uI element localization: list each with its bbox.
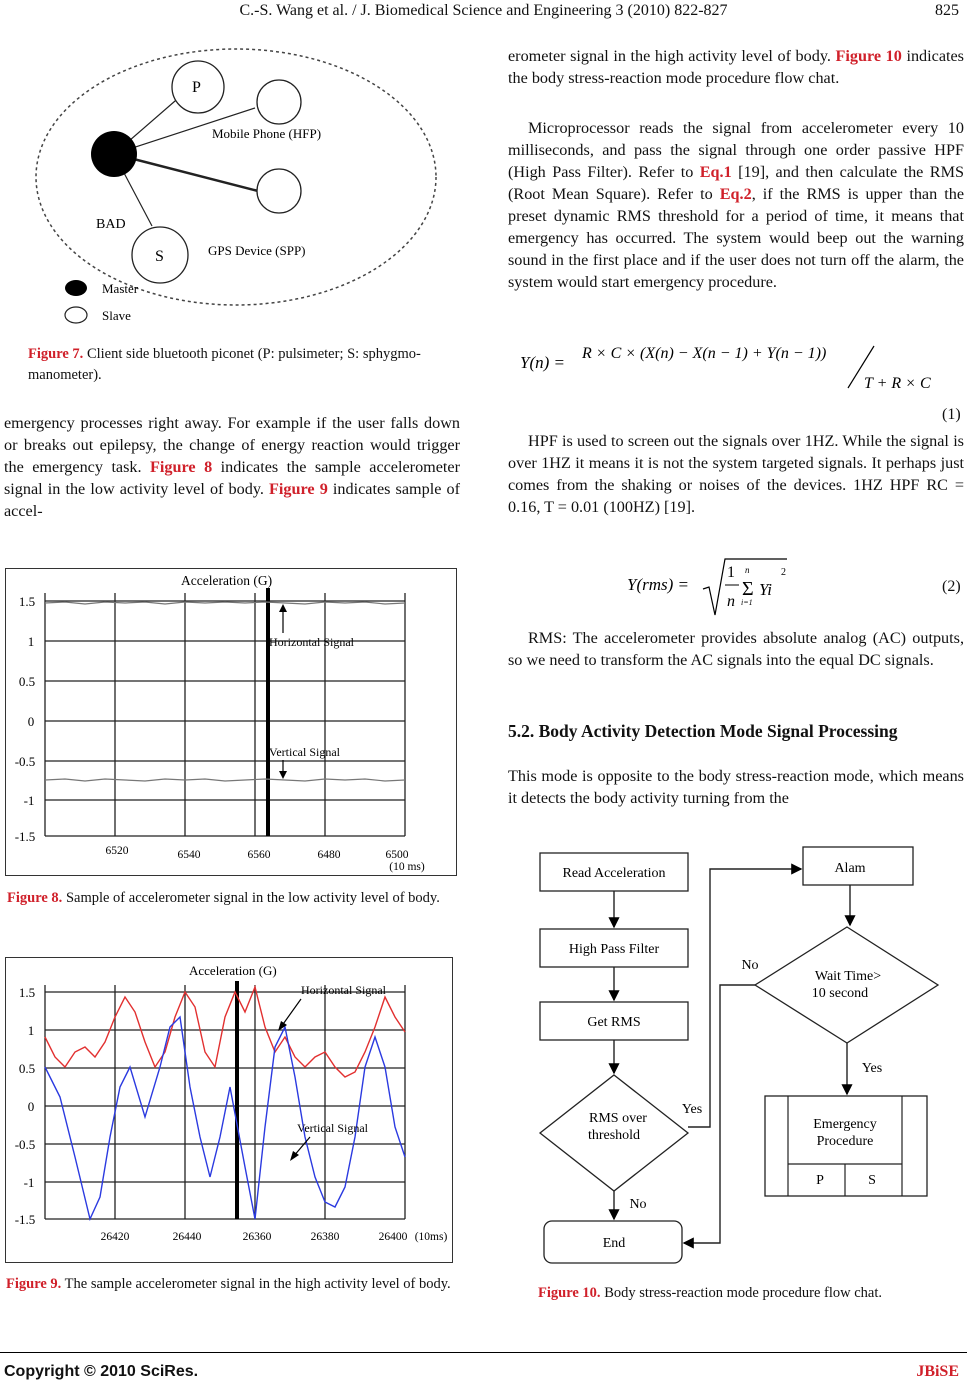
xtick: 6500	[385, 849, 409, 861]
figure-9-chart	[5, 957, 453, 1263]
svg-text:2: 2	[781, 567, 786, 578]
figure-8-chart	[5, 568, 457, 876]
right-paragraph-4: RMS: The accelerometer provides absolute analog (AC) outputs, so we need to transform the AC signals into the equal DC signals.	[508, 629, 964, 669]
ytick: -0.5	[14, 1137, 36, 1152]
horizontal-signal-label: Horizontal Signal	[269, 635, 354, 649]
journal-abbrev: JBiSE	[916, 1363, 959, 1380]
ytick: 0	[27, 1099, 35, 1114]
left-paragraph-1: emergency processes right away. For example if the user falls down or breaks out epilepsy, the change of energy reaction would trigger the emergency task. Figure 8 indicates the sample accelerometer signal in the low activity level of body. Figure 9 indicates sample of accel-	[4, 414, 461, 520]
equation-1-number: (1)	[942, 406, 961, 423]
y-axis-title: Acceleration (G)	[189, 963, 277, 978]
svg-text:Emergency: Emergency	[813, 1117, 877, 1132]
svg-text:Wait Time>: Wait Time>	[814, 969, 882, 984]
svg-text:n: n	[727, 593, 735, 610]
svg-text:Y(rms) =: Y(rms) =	[627, 575, 690, 594]
copyright: Copyright © 2010 SciRes.	[4, 1363, 199, 1380]
piconet-boundary	[36, 49, 436, 305]
figure-10-flowchart	[530, 840, 950, 1285]
equation-2	[625, 555, 825, 619]
horizontal-signal-label: Horizontal Signal	[301, 983, 386, 997]
label-bad: BAD	[96, 217, 126, 232]
legend-slave-icon	[65, 307, 87, 323]
y-axis-title: Acceleration (G)	[181, 573, 273, 588]
svg-text:Y(n) =: Y(n) =	[520, 353, 565, 372]
svg-text:S: S	[868, 1173, 876, 1188]
right-paragraph-1: erometer signal in the high activity level of body. Figure 10 indicates the body stress-reaction mode procedure flow chat.	[508, 47, 964, 87]
x-unit: (10ms)	[414, 1231, 448, 1243]
svg-text:High Pass Filter: High Pass Filter	[568, 942, 660, 957]
svg-text:Yes: Yes	[681, 1102, 703, 1117]
xtick: 26380	[310, 1231, 340, 1243]
label-p: P	[192, 79, 201, 96]
diamond-wait-time	[755, 927, 938, 1043]
vertical-signal-label: Vertical Signal	[269, 745, 340, 759]
svg-text:i=1: i=1	[741, 598, 753, 607]
figure-7-piconet	[30, 30, 470, 335]
figure-8-caption: Figure 8. Sample of accelerometer signal in the low activity level of body.	[7, 890, 440, 906]
ytick: -1	[23, 793, 35, 808]
page-footer	[0, 1352, 967, 1386]
slave-node-gps	[257, 169, 301, 213]
svg-text:Alam: Alam	[834, 861, 866, 876]
label-gps: GPS Device (SPP)	[208, 243, 306, 258]
ytick: 0.5	[18, 1061, 36, 1076]
xtick: 6480	[317, 849, 341, 861]
svg-text:threshold: threshold	[587, 1128, 641, 1143]
svg-text:No: No	[629, 1197, 647, 1212]
ytick: 0.5	[18, 674, 36, 689]
svg-text:End: End	[602, 1236, 626, 1251]
equation-2-number: (2)	[942, 578, 961, 595]
xtick: 26440	[172, 1231, 202, 1243]
xtick: 26420	[100, 1231, 130, 1243]
ytick: 1	[27, 1023, 35, 1038]
xtick: 6540	[177, 849, 201, 861]
ytick: -1.5	[14, 1212, 36, 1227]
svg-text:Yi: Yi	[759, 580, 772, 599]
svg-text:Read Acceleration: Read Acceleration	[562, 866, 666, 881]
equation-1	[518, 338, 958, 398]
svg-text:No: No	[741, 958, 759, 973]
svg-text:Yes: Yes	[861, 1061, 883, 1076]
xtick: 6520	[105, 845, 129, 857]
svg-text:R × C × (X(n) − X(n − 1) + Y(n: R × C × (X(n) − X(n − 1) + Y(n − 1))	[582, 345, 827, 362]
ytick: 1.5	[18, 985, 36, 1000]
right-paragraph-5: This mode is opposite to the body stress-reaction mode, which means it detects the body activity turning from the	[508, 767, 964, 807]
svg-text:n: n	[745, 565, 750, 575]
ytick: -1	[23, 1175, 35, 1190]
legend-slave: Slave	[102, 308, 131, 323]
vertical-signal-label: Vertical Signal	[297, 1121, 368, 1135]
slave-node-mobile	[257, 80, 301, 124]
svg-text:T + R × C: T + R × C	[864, 375, 931, 392]
figure-9-caption: Figure 9. The sample accelerometer signal in the high activity level of body.	[6, 1276, 451, 1292]
header-text: C.-S. Wang et al. / J. Biomedical Science and Engineering 3 (2010) 822-827	[239, 2, 728, 19]
ytick: -1.5	[14, 829, 36, 844]
legend-master: Master	[102, 281, 139, 296]
svg-text:1: 1	[727, 564, 735, 581]
xtick: 6560	[247, 849, 271, 861]
ytick: -0.5	[14, 754, 36, 769]
page-number: 825	[935, 2, 959, 19]
svg-text:P: P	[816, 1173, 824, 1188]
running-header	[0, 2, 967, 20]
xtick: 26360	[242, 1231, 272, 1243]
ytick: 1.5	[18, 594, 36, 609]
xtick: 26400	[378, 1231, 408, 1243]
section-heading-5-2: 5.2. Body Activity Detection Mode Signal Processing	[508, 721, 898, 741]
svg-text:Get RMS: Get RMS	[587, 1015, 641, 1030]
svg-text:RMS over: RMS over	[589, 1111, 647, 1126]
right-paragraph-2: Microprocessor reads the signal from accelerometer every 10 milliseconds, and pass the signal through one order passive HPF (High Pass Filter). Refer to Eq.1 [19], and then calculate the RMS (Root Mean Square). Refer to Eq.2, if the RMS is upper than the preset dynamic RMS threshold for a period of time, it means that emergency has occurred. The system would beep out the warning sound in the first place and if the user does not turn off the alarm, the system would start emergency procedure.	[508, 119, 964, 291]
right-paragraph-3: HPF is used to screen out the signals over 1HZ. While the signal is over 1HZ it means it is not the system targeted signals. It perhaps just comes from the shaking or noises of the devices. 1HZ HPF RC = 0.16, T = 0.01 (100HZ) [19].	[508, 432, 964, 516]
ytick: 1	[27, 634, 35, 649]
legend-master-icon	[65, 280, 87, 296]
figure-7-caption: Figure 7. Client side bluetooth piconet (P: pulsimeter; S: sphygmo-manometer).	[28, 346, 421, 383]
svg-text:10 second: 10 second	[811, 986, 869, 1001]
ytick: 0	[27, 714, 35, 729]
sigma-symbol: Σ	[742, 578, 754, 600]
label-mobile: Mobile Phone (HFP)	[212, 126, 322, 141]
svg-text:Procedure: Procedure	[816, 1134, 874, 1149]
x-unit: (10 ms)	[389, 861, 425, 873]
figure-10-caption: Figure 10. Body stress-reaction mode procedure flow chat.	[538, 1285, 883, 1301]
master-node-bad	[91, 131, 137, 177]
label-s: S	[155, 248, 164, 265]
